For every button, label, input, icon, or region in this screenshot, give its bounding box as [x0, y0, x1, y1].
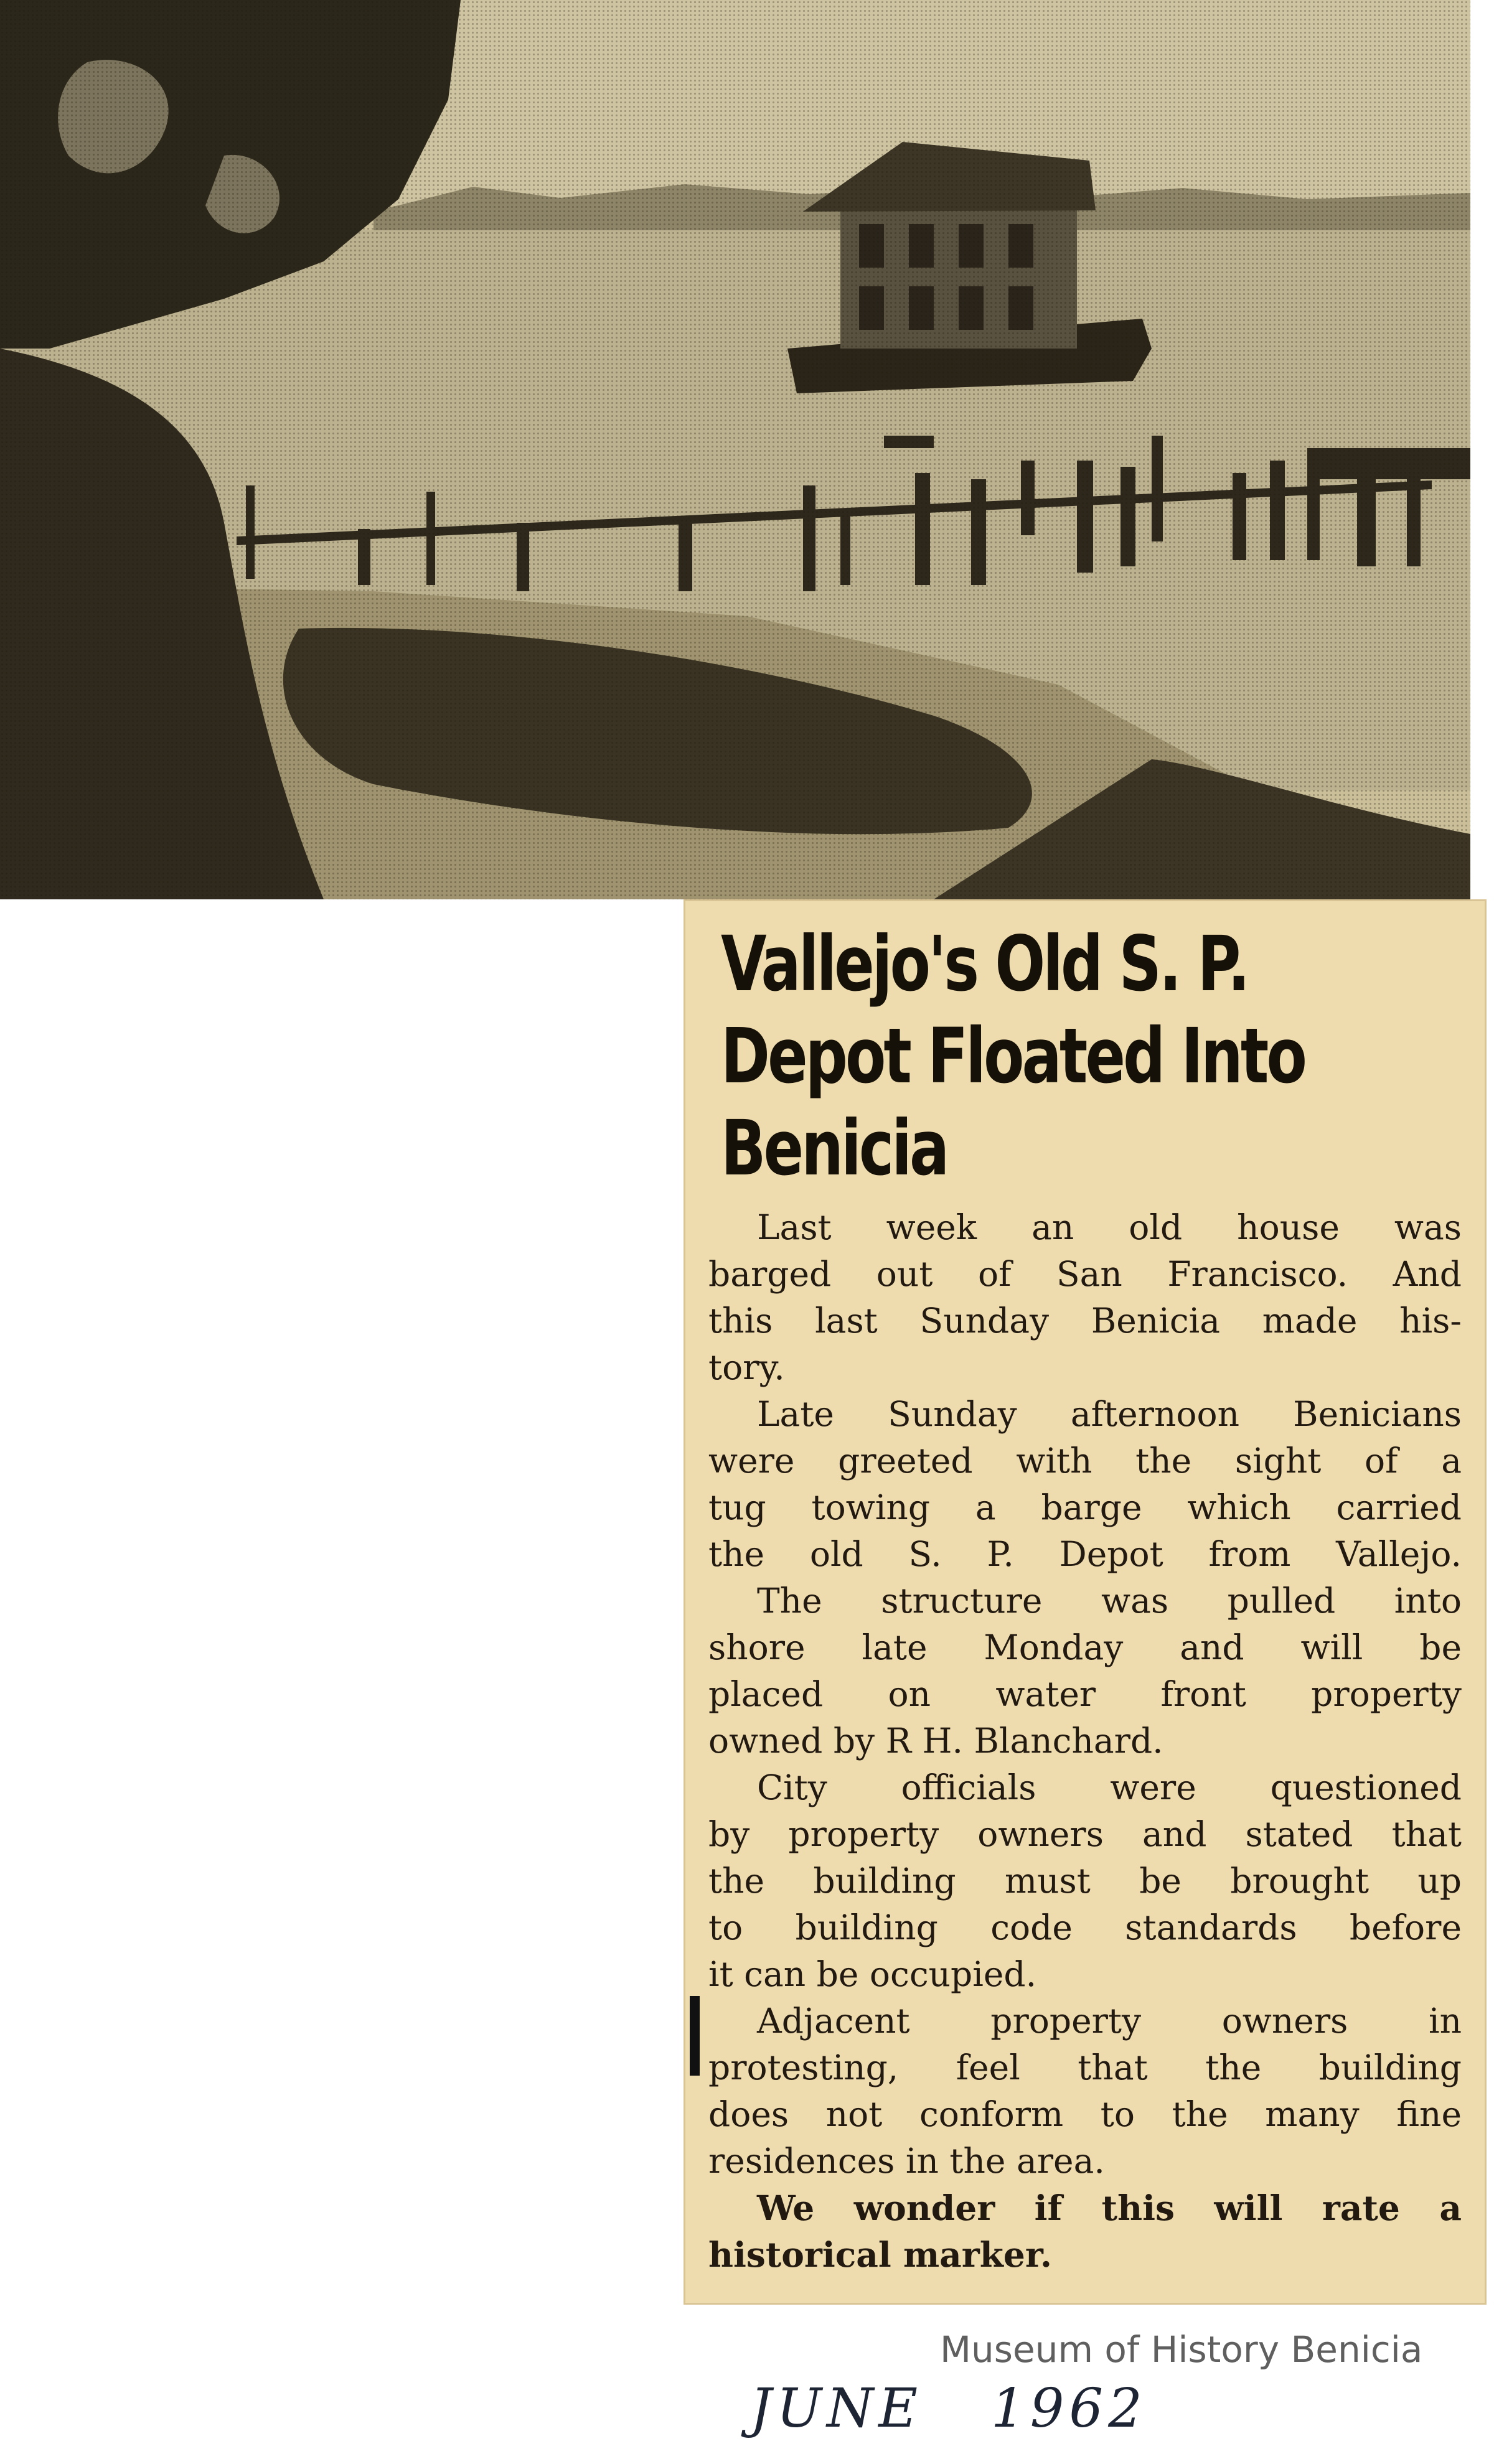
text-line: The structure was pulled into [757, 1581, 1462, 1621]
text-line: to building code standards before [708, 1908, 1462, 1947]
text-line: placed on water front property [708, 1674, 1462, 1714]
text-line: tory. [708, 1347, 785, 1387]
headline-line: Depot Floated Into [721, 1012, 1305, 1100]
text-line: this last Sunday Benicia made his- [708, 1301, 1462, 1341]
text-line: City officials were questioned [757, 1768, 1462, 1807]
article-body [708, 1204, 1462, 2278]
text-line: shore late Monday and will be [708, 1628, 1462, 1667]
paragraph [708, 1204, 1462, 1391]
text-line: Adjacent property owners in [757, 2001, 1462, 2041]
headline-line: Vallejo's Old S. P. [721, 920, 1248, 1008]
text-line: tug towing a barge which carried [708, 1487, 1462, 1527]
text-line: protesting, feel that the building [708, 2048, 1462, 2087]
text-line: does not conform to the many fine [708, 2094, 1462, 2134]
headline [721, 918, 1305, 1194]
text-line: owned by R H. Blanchard. [708, 1721, 1163, 1761]
text-line: We wonder if this will rate a [757, 2188, 1462, 2228]
text-line: the old S. P. Depot from Vallejo. [708, 1534, 1462, 1574]
handwritten-month: JUNE [750, 2377, 923, 2440]
paragraph [708, 1391, 1462, 1578]
margin-mark [690, 1996, 700, 2076]
text-line: were greeted with the sight of a [708, 1441, 1462, 1481]
text-line: barged out of San Francisco. And [708, 1254, 1462, 1294]
article-clipping [684, 899, 1487, 2305]
paragraph [708, 1764, 1462, 1998]
text-line: the building must be brought up [708, 1861, 1462, 1901]
handwritten-date [750, 2377, 1147, 2440]
paragraph [708, 1578, 1462, 1764]
text-line: it can be occupied. [708, 1954, 1037, 1994]
text-line: Last week an old house was [757, 1207, 1462, 1247]
text-line: residences in the area. [708, 2141, 1105, 2181]
paragraph [708, 1998, 1462, 2185]
news-photo [0, 0, 1470, 899]
museum-credit: Museum of History Benicia [940, 2328, 1423, 2371]
paragraph [708, 2185, 1462, 2278]
photo-scene [0, 0, 1470, 899]
text-line: Late Sunday afternoon Benicians [757, 1394, 1462, 1434]
text-line: historical marker. [708, 2234, 1052, 2275]
text-line: by property owners and stated that [708, 1814, 1462, 1854]
headline-line: Benicia [721, 1104, 947, 1192]
handwritten-year: 1962 [990, 2377, 1147, 2440]
